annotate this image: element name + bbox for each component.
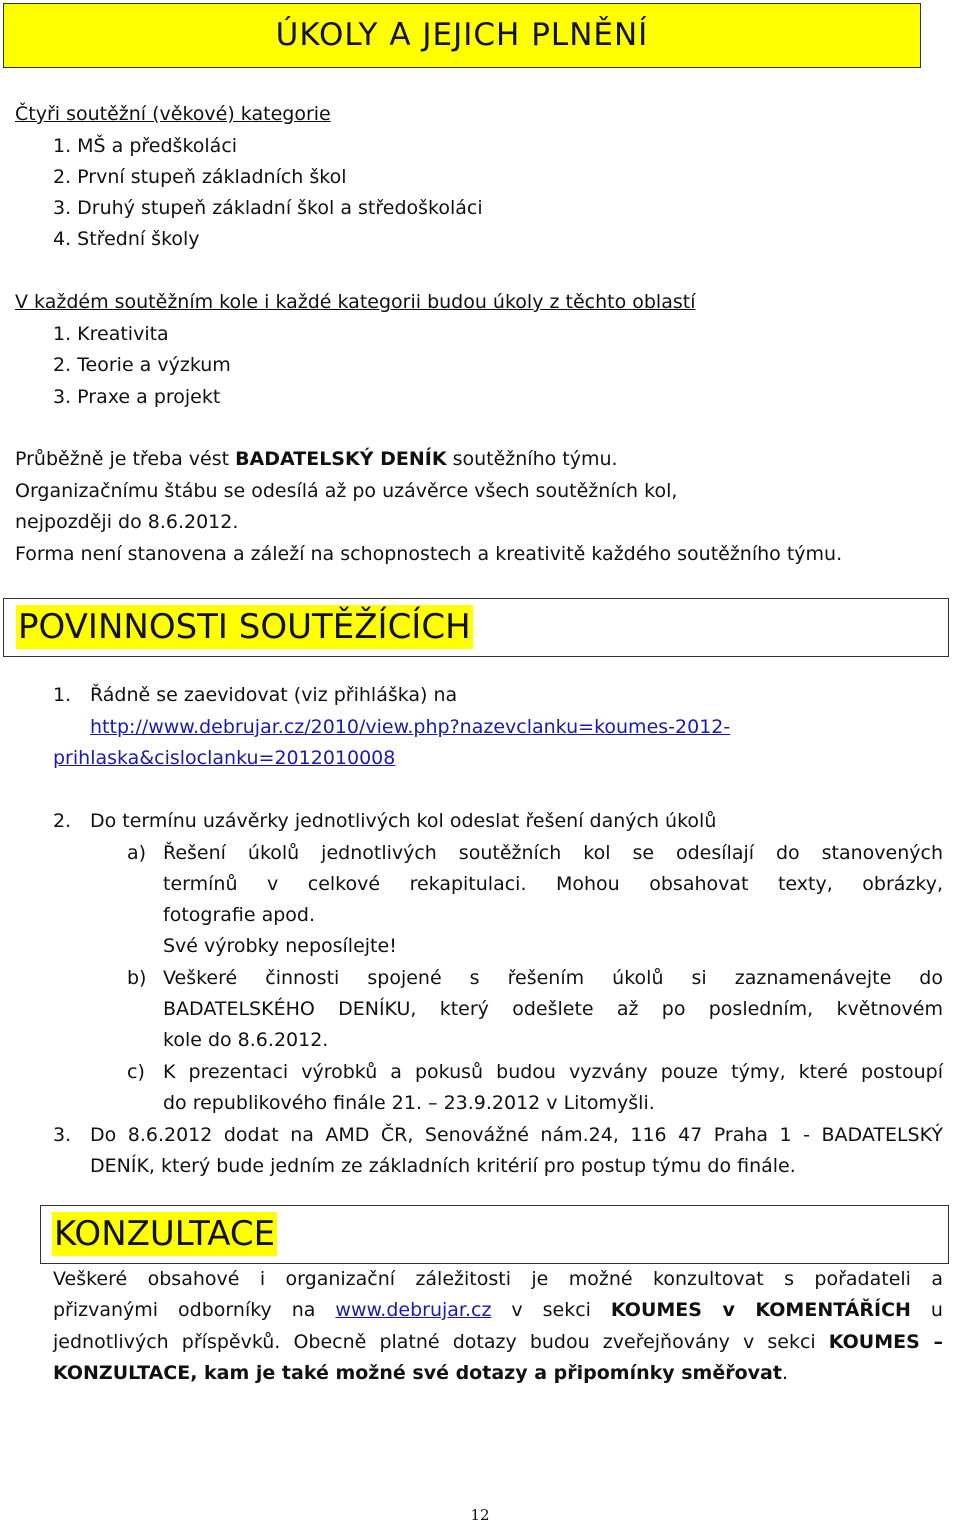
consult-text: v sekci [491,1299,611,1321]
consult-text: . [781,1362,788,1384]
diary-line: Forma není stanovena a záleží na schopnostech a kreativitě každého soutěžního týmu. [15,543,843,565]
diary-text: soutěžního týmu. [446,448,618,470]
categories-heading: Čtyři soutěžní (věkové) kategorie [15,103,331,125]
category-item: 3. Druhý stupeň základní škol a středoškoláci [53,197,483,219]
consult-bold: KONZULTACE, kam je také možné své dotazy a připomínky směřovat [53,1362,782,1384]
title-banner [3,3,921,68]
consult-line [53,1362,788,1384]
category-item: 4. Střední školy [53,228,200,250]
areas-heading: V každém soutěžním kole i každé kategorii budou úkoly z těchto oblastí [15,291,696,313]
sub-label: a) [127,842,147,864]
sub-text: Veškeré činnosti spojené s řešením úkolů si zaznamenávejte do [163,967,943,989]
duty-text: Do 8.6.2012 dodat na AMD ČR, Senovážné nám.24, 116 47 Praha 1 - BADATELSKÝ [90,1124,943,1146]
duty-text: Do termínu uzávěrky jednotlivých kol odeslat řešení daných úkolů [90,810,717,832]
diary-line [15,448,618,470]
registration-link[interactable]: http://www.debrujar.cz/2010/view.php?nazevclanku=koumes-2012- [90,716,731,738]
consult-bold: KOUMES – [828,1331,943,1353]
diary-text: Průběžně je třeba vést [15,448,236,470]
sub-text: do republikového finále 21. – 23.9.2012 v Litomyšli. [163,1092,655,1114]
sub-text: kole do 8.6.2012. [163,1029,329,1051]
area-item: 1. Kreativita [53,323,169,345]
area-item: 3. Praxe a projekt [53,386,221,408]
consult-heading: KONZULTACE [54,1214,276,1254]
consult-text: přizvanými odborníky na [53,1299,336,1321]
sub-label: b) [127,967,147,989]
diary-line: Organizačnímu štábu se odesílá až po uzávěrce všech soutěžních kol, [15,480,678,502]
duty-num: 3. [53,1124,72,1146]
sub-text: K prezentaci výrobků a pokusů budou vyzvány pouze týmy, které postoupí [163,1061,943,1083]
page-title: ÚKOLY A JEJICH PLNĚNÍ [275,17,649,53]
duty-text: DENÍK, který bude jedním ze základních kritérií pro postup týmu do finále. [90,1155,796,1177]
sub-text: Své výrobky neposílejte! [163,935,397,957]
consult-text: jednotlivých příspěvků. Obecně platné dotazy budou zveřejňovány v sekci [53,1331,829,1353]
consult-line [53,1299,943,1321]
duty-num: 1. [53,684,72,706]
area-item: 2. Teorie a výzkum [53,354,231,376]
consult-text: Veškeré obsahové i organizační záležitosti je možné konzultovat s pořadateli a [53,1268,943,1290]
diary-bold: BADATELSKÝ DENÍK [235,448,447,470]
sub-text: BADATELSKÉHO DENÍKU, který odešlete až po posledním, květnovém [163,998,943,1020]
consult-text: u [910,1299,943,1321]
registration-link-cont[interactable]: prihlaska&cisloclanku=2012010008 [53,747,396,769]
page-number: 12 [470,1506,490,1524]
consult-bold: KOUMES v KOMENTÁŘÍCH [610,1299,911,1321]
consult-line [53,1331,943,1353]
duty-text: Řádně se zaevidovat (viz přihláška) na [90,684,458,706]
duties-heading: POVINNOSTI SOUTĚŽÍCÍCH [18,607,471,647]
category-item: 1. MŠ a předškoláci [53,135,238,157]
duty-num: 2. [53,810,72,832]
sub-text: termínů v celkové rekapitulaci. Mohou obsahovat texty, obrázky, [163,873,943,895]
sub-text: fotografie apod. [163,904,316,926]
diary-line: nejpozději do 8.6.2012. [15,511,239,533]
category-item: 2. První stupeň základních škol [53,166,347,188]
sub-text: Řešení úkolů jednotlivých soutěžních kol se odesílají do stanovených [163,842,943,864]
sub-label: c) [127,1061,145,1083]
debrujar-link[interactable]: www.debrujar.cz [335,1299,492,1321]
